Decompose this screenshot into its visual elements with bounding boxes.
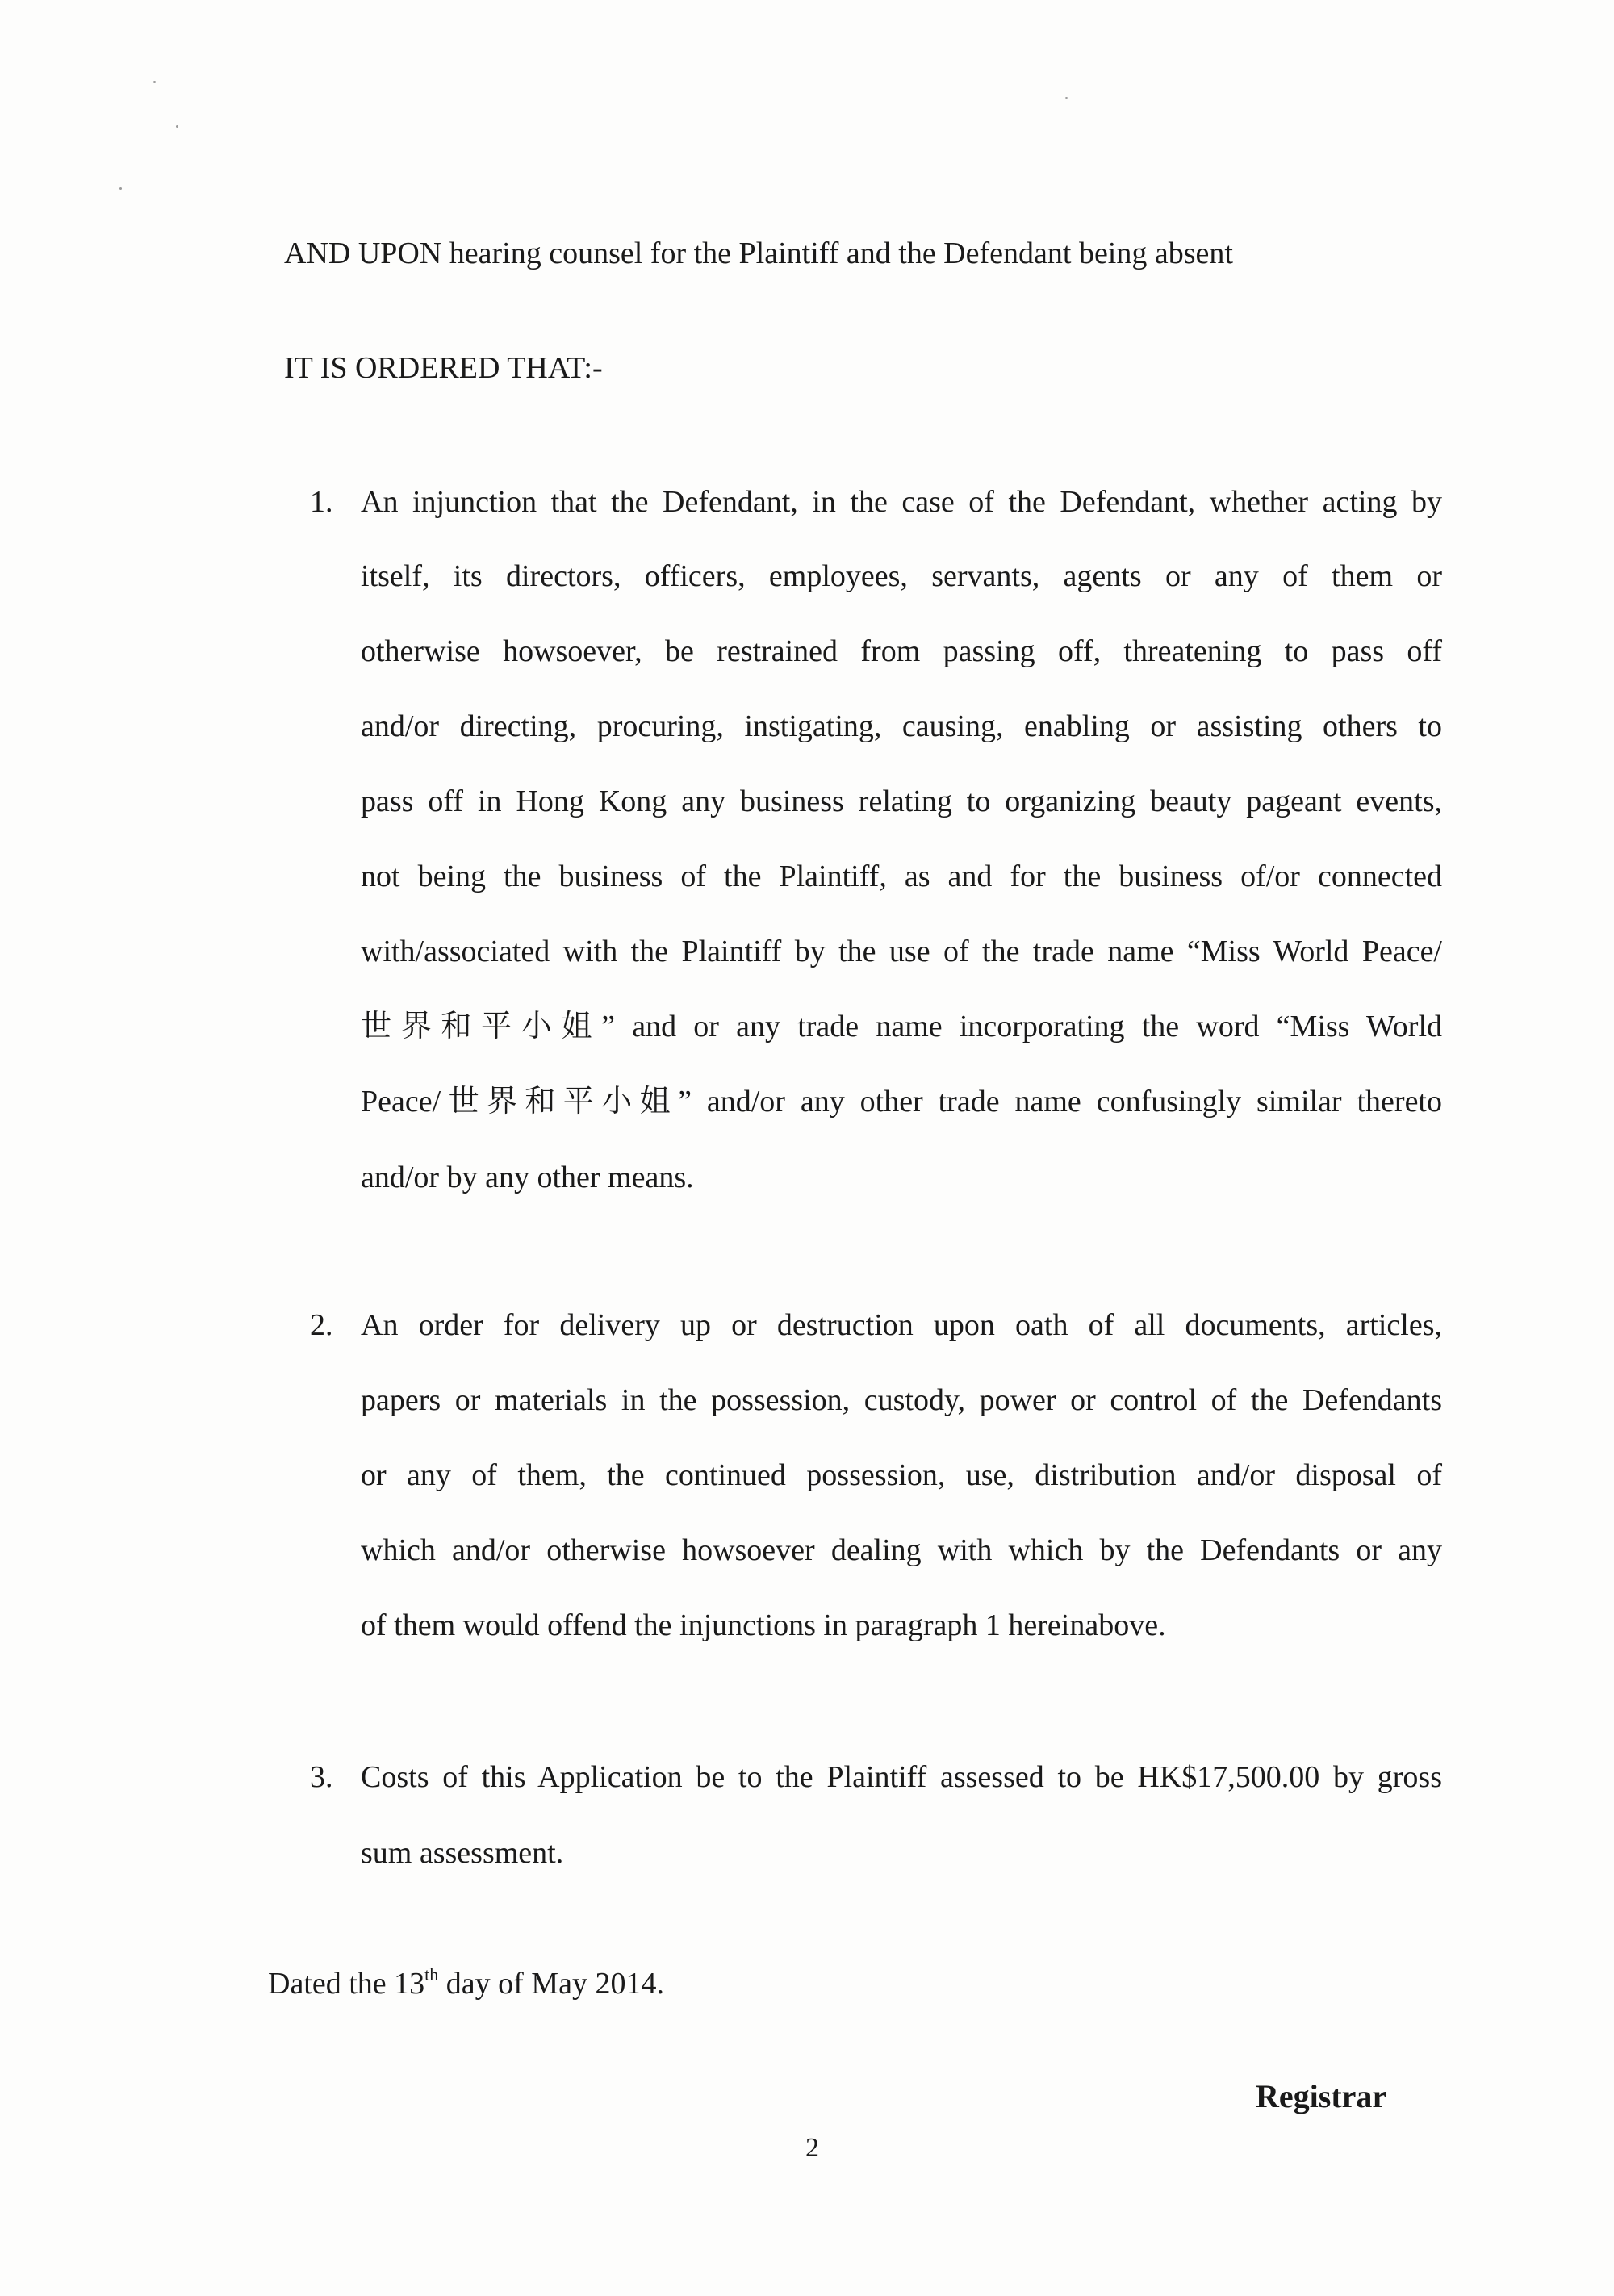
- order-1-line: with/associated with the Plaintiff by the use of the trade name “Miss World Peace/: [361, 935, 1442, 968]
- order-2-line: papers or materials in the possession, custody, power or control of the Defendants: [361, 1383, 1442, 1417]
- order-1-line: and/or by any other means.: [361, 1161, 694, 1194]
- dated-ordinal-suffix: th: [424, 1964, 439, 1984]
- dated-rest: day of May 2014.: [438, 1967, 664, 2001]
- order-3-number: 3.: [310, 1760, 333, 1794]
- order-3-line: sum assessment.: [361, 1836, 564, 1870]
- preamble-ordered: IT IS ORDERED THAT:-: [284, 351, 603, 385]
- scan-speck: [176, 125, 178, 128]
- order-1-line: An injunction that the Defendant, in the case of the Defendant, whether acting by: [361, 485, 1442, 519]
- order-1-number: 1.: [310, 485, 333, 519]
- order-2-line: An order for delivery up or destruction upon oath of all documents, articles,: [361, 1308, 1442, 1342]
- scan-speck: [153, 81, 156, 83]
- order-1-line: and/or directing, procuring, instigating, causing, enabling or assisting others to: [361, 709, 1442, 743]
- preamble-hearing: AND UPON hearing counsel for the Plaintiff and the Defendant being absent: [284, 236, 1233, 270]
- scan-speck: [119, 187, 122, 190]
- registrar-signature-label: Registrar: [1256, 2078, 1387, 2114]
- order-1-line: 世界和平小姐” and or any trade name incorporating the word “Miss World: [361, 1010, 1442, 1043]
- order-1-line: not being the business of the Plaintiff, as and for the business of/or connected: [361, 859, 1442, 893]
- order-3-line: Costs of this Application be to the Plaintiff assessed to be HK$17,500.00 by gross: [361, 1760, 1442, 1794]
- dated-prefix: Dated the 13: [268, 1967, 425, 2001]
- order-1-line: otherwise howsoever, be restrained from passing off, threatening to pass off: [361, 634, 1442, 668]
- page-number: 2: [805, 2133, 819, 2163]
- order-1-line: itself, its directors, officers, employees, servants, agents or any of them or: [361, 559, 1442, 593]
- scan-speck: [1065, 97, 1068, 99]
- order-1-line: Peace/世界和平小姐” and/or any other trade name confusingly similar thereto: [361, 1085, 1442, 1119]
- dated-line: [268, 1966, 664, 2005]
- order-2-line: which and/or otherwise howsoever dealing with which by the Defendants or any: [361, 1533, 1442, 1567]
- order-2-number: 2.: [310, 1308, 333, 1342]
- order-2-line: or any of them, the continued possession, use, distribution and/or disposal of: [361, 1458, 1442, 1492]
- order-2-line: of them would offend the injunctions in paragraph 1 hereinabove.: [361, 1608, 1166, 1642]
- order-1-line: pass off in Hong Kong any business relating to organizing beauty pageant events,: [361, 784, 1442, 818]
